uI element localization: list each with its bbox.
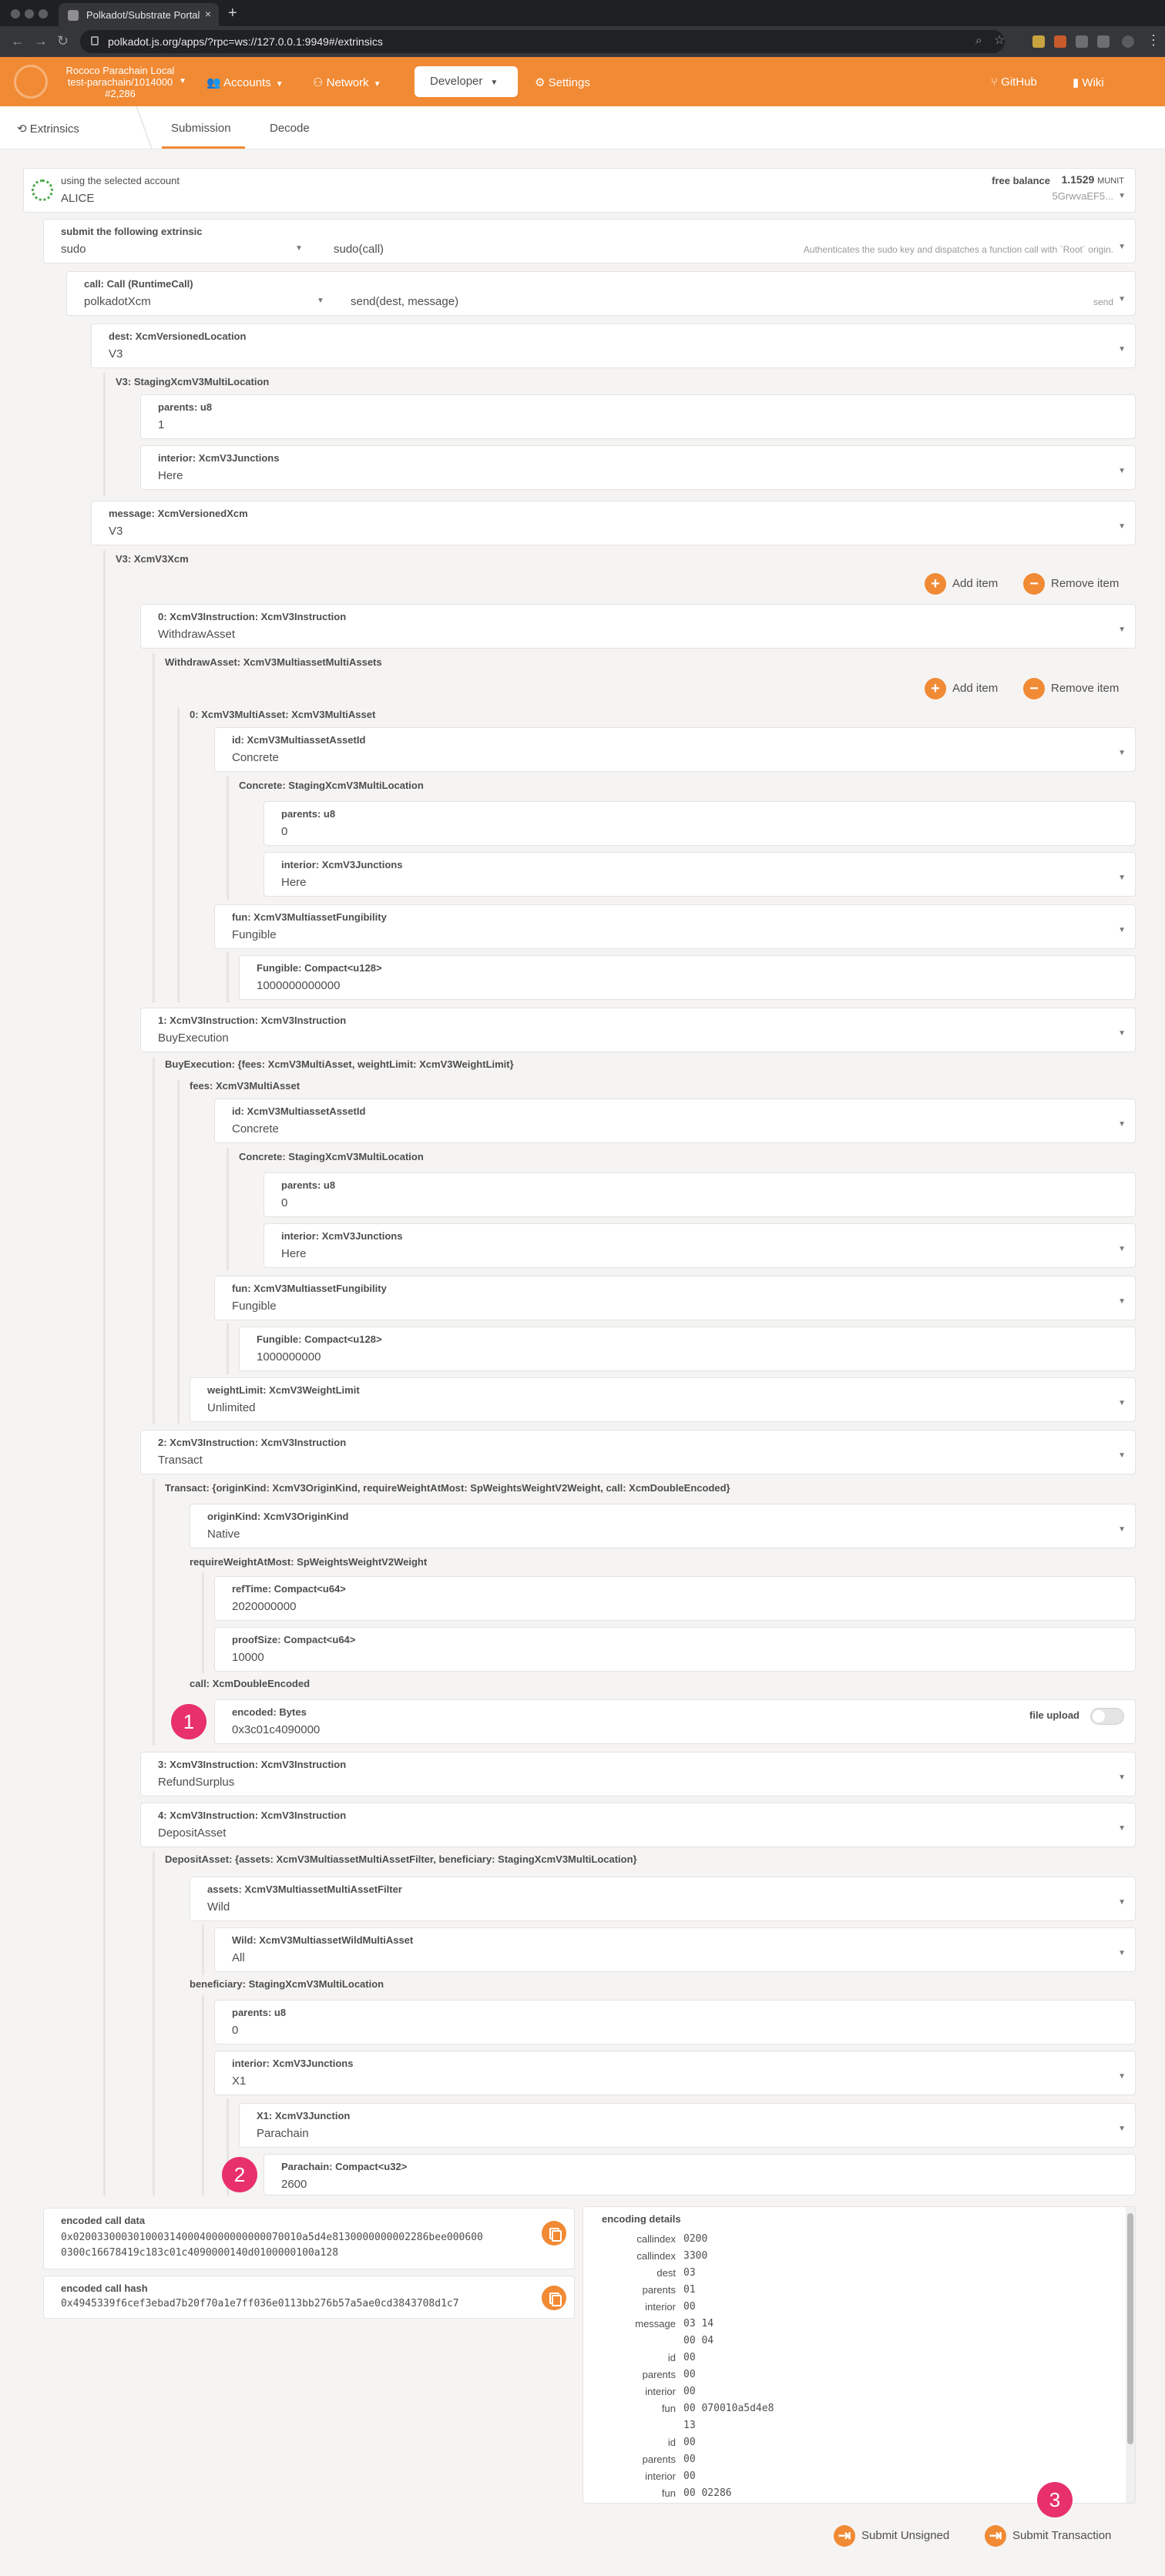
chevron-down-icon: ▼	[1118, 1297, 1126, 1306]
field-value: Fungible	[232, 1300, 277, 1313]
address-bar[interactable]	[80, 30, 1005, 53]
book-icon: ▮	[1073, 76, 1083, 89]
chevron-down-icon: ▼	[1118, 1245, 1126, 1253]
browser-toolbar	[0, 26, 1165, 57]
nesting-guide	[227, 1323, 229, 1374]
field-value: DepositAsset	[158, 1826, 227, 1840]
detail-value: 00 04	[683, 2335, 714, 2346]
side-panel-icon[interactable]	[1097, 35, 1110, 48]
field-label: originKind: XcmV3OriginKind	[207, 1511, 349, 1522]
chain-subtitle: test-parachain/1014000	[67, 76, 173, 88]
github-icon: ⑂	[991, 75, 1002, 89]
block-number: #2,286	[105, 88, 136, 99]
section-label: beneficiary: StagingXcmV3MultiLocation	[190, 1978, 384, 1990]
chevron-down-icon: ▼	[179, 77, 186, 86]
section-label: call: XcmDoubleEncoded	[190, 1678, 311, 1689]
field-value: 2600	[281, 2178, 307, 2191]
field-label: interior: XcmV3Junctions	[281, 859, 403, 870]
parents-input[interactable]	[214, 2000, 1136, 2044]
proof-size-input[interactable]	[214, 1627, 1136, 1672]
encoding-details-panel	[582, 2206, 1136, 2504]
call-label: call: Call (RuntimeCall)	[84, 278, 193, 290]
fun-select[interactable]	[214, 904, 1136, 949]
dest-select[interactable]	[91, 324, 1136, 368]
message-select[interactable]	[91, 501, 1136, 545]
field-label: 2: XcmV3Instruction: XcmV3Instruction	[158, 1437, 347, 1448]
weight-limit-select[interactable]	[190, 1377, 1136, 1422]
app-header	[0, 57, 1165, 106]
forward-icon[interactable]: →	[34, 33, 48, 49]
file-upload-label: file upload	[1029, 1709, 1079, 1721]
field-label: parents: u8	[281, 808, 336, 820]
chevron-down-icon: ▼	[275, 80, 284, 89]
instruction-4-select[interactable]	[140, 1803, 1136, 1847]
field-label: Fungible: Compact<u128>	[257, 962, 382, 974]
submit-unsigned-button[interactable]	[834, 2525, 949, 2547]
field-value: 0	[232, 2024, 239, 2037]
account-selector[interactable]	[23, 168, 1136, 213]
section-label: Transact: {originKind: XcmV3OriginKind, requireWeightAtMost: SpWeightsWeightV2Weight, call: XcmDoubleEncoded}	[165, 1482, 730, 1494]
field-label: X1: XcmV3Junction	[257, 2110, 351, 2122]
call-data-line-2: 0300c16678419c183c01c4090000140d0100000100a128	[61, 2247, 339, 2259]
chevron-down-icon: ▼	[317, 297, 324, 305]
divider	[114, 106, 153, 149]
section-label: DepositAsset: {assets: XcmV3MultiassetMultiAssetFilter, beneficiary: StagingXcmV3MultiLocation}	[165, 1853, 637, 1865]
add-item-button[interactable]	[925, 678, 998, 699]
nesting-guide	[153, 1852, 155, 2195]
detail-key: parents	[642, 2454, 676, 2465]
sub-navigation	[0, 106, 1165, 149]
parachain-id-input[interactable]	[264, 2154, 1136, 2195]
detail-key: interior	[645, 2301, 676, 2313]
call-method-doc: send	[1093, 297, 1113, 307]
chevron-down-icon: ▼	[373, 80, 381, 89]
file-upload-toggle[interactable]	[1090, 1708, 1124, 1725]
chevron-down-icon: ▼	[1118, 192, 1126, 200]
field-value: Here	[281, 1247, 307, 1260]
active-tab-indicator	[162, 146, 245, 149]
detail-key: id	[667, 2352, 676, 2363]
copy-icon[interactable]	[542, 2286, 566, 2310]
detail-value: 00	[683, 2470, 696, 2482]
extension-icon[interactable]	[1054, 35, 1066, 48]
detail-key: fun	[661, 2487, 676, 2499]
field-value: V3	[109, 347, 123, 361]
profile-avatar-icon[interactable]	[1122, 35, 1134, 48]
field-value: Concrete	[232, 751, 279, 764]
window-close-control[interactable]	[11, 9, 20, 18]
chevron-down-icon: ▼	[1118, 1120, 1126, 1129]
field-value: Parachain	[257, 2127, 309, 2140]
detail-value: 00 02286	[683, 2487, 732, 2499]
field-value: 1	[158, 418, 165, 431]
nesting-guide	[227, 776, 229, 900]
fungible-amount-input[interactable]	[239, 955, 1136, 1000]
nav-accounts[interactable]	[206, 75, 284, 89]
field-value: Unlimited	[207, 1401, 256, 1414]
instruction-0-select[interactable]	[140, 604, 1136, 649]
nesting-guide	[202, 1995, 204, 2195]
chevron-down-icon: ▼	[1118, 2072, 1126, 2081]
chain-name: Rococo Parachain Local	[65, 65, 175, 76]
parents-input[interactable]	[264, 801, 1136, 846]
nesting-guide	[202, 1924, 204, 1975]
field-label: parents: u8	[158, 401, 213, 413]
chevron-down-icon: ▼	[1118, 749, 1126, 757]
detail-value: 00	[683, 2369, 696, 2380]
button-label: Add item	[952, 576, 999, 590]
chevron-down-icon: ▼	[295, 244, 303, 253]
field-label: Parachain: Compact<u32>	[281, 2161, 408, 2172]
tab-submission[interactable]: Submission	[171, 122, 231, 135]
call-hash-value: 0x4945339f6cef3ebad7b20f70a1e7ff036e0113bb276b57a5ae0cd3843708d1c7	[61, 2298, 459, 2309]
field-value: 0x3c01c4090000	[232, 1723, 321, 1736]
chevron-down-icon: ▼	[1118, 1399, 1126, 1407]
detail-value: 00	[683, 2386, 696, 2397]
zoom-icon[interactable]: ⌕	[975, 34, 982, 47]
balance-amount: 1.1529	[1061, 173, 1095, 186]
call-pallet-select[interactable]: polkadotXcm	[84, 295, 151, 308]
junction-select[interactable]	[239, 2103, 1136, 2148]
bookmark-star-icon[interactable]: ☆	[994, 34, 1006, 47]
nesting-guide	[103, 550, 106, 2195]
minus-icon: −	[1023, 678, 1045, 699]
pallet-select[interactable]: sudo	[61, 243, 86, 256]
section-label: requireWeightAtMost: SpWeightsWeightV2Weight	[190, 1556, 428, 1568]
origin-kind-select[interactable]	[190, 1504, 1136, 1548]
field-value: 1000000000000	[257, 979, 341, 992]
section-label: V3: XcmV3Xcm	[116, 553, 189, 565]
field-label: refTime: Compact<u64>	[232, 1583, 346, 1595]
section-label: BuyExecution: {fees: XcmV3MultiAsset, weightLimit: XcmV3WeightLimit}	[165, 1058, 514, 1070]
assets-filter-select[interactable]	[190, 1877, 1136, 1921]
fungible-amount-input[interactable]	[239, 1327, 1136, 1371]
chevron-down-icon: ▼	[1118, 243, 1126, 251]
field-label: fun: XcmV3MultiassetFungibility	[232, 1283, 387, 1294]
field-label: parents: u8	[232, 2007, 287, 2018]
field-value: All	[232, 1951, 245, 1964]
tab-decode[interactable]: Decode	[270, 122, 310, 135]
button-label: Add item	[952, 681, 999, 695]
plus-icon: +	[925, 678, 946, 699]
field-value: Here	[281, 876, 307, 889]
field-value: Native	[207, 1528, 240, 1541]
nav-github-label: GitHub	[1001, 75, 1037, 89]
field-label: message: XcmVersionedXcm	[109, 508, 248, 519]
detail-value: 3300	[683, 2250, 708, 2262]
detail-key: id	[667, 2437, 676, 2448]
field-value: BuyExecution	[158, 1031, 229, 1045]
field-label: encoded: Bytes	[232, 1706, 307, 1718]
sign-in-icon: ⇥	[834, 2525, 855, 2547]
nesting-guide	[227, 1148, 229, 1271]
nesting-guide	[153, 1479, 155, 1746]
section-label: Concrete: StagingXcmV3MultiLocation	[239, 1151, 424, 1162]
call-selector	[66, 271, 1136, 316]
field-label: dest: XcmVersionedLocation	[109, 330, 247, 342]
detail-key: parents	[642, 2369, 676, 2380]
field-value: Here	[158, 469, 183, 482]
field-label: encoded call hash	[61, 2283, 148, 2294]
sign-in-icon: ⇥	[985, 2525, 1006, 2547]
section-label: Concrete: StagingXcmV3MultiLocation	[239, 780, 424, 791]
back-icon[interactable]: ←	[11, 33, 25, 49]
tab-title: Polkadot/Substrate Portal	[86, 9, 200, 21]
field-label: 1: XcmV3Instruction: XcmV3Instruction	[158, 1015, 347, 1026]
field-label: fun: XcmV3MultiassetFungibility	[232, 911, 387, 923]
section-label: 0: XcmV3MultiAsset: XcmV3MultiAsset	[190, 709, 376, 720]
nav-settings[interactable]	[535, 75, 590, 89]
chevron-down-icon: ▼	[1118, 1525, 1126, 1534]
chevron-down-icon: ▼	[1118, 626, 1126, 634]
network-icon: ⚇	[313, 76, 327, 89]
extrinsics-section	[17, 122, 79, 136]
ref-time-input[interactable]	[214, 1576, 1136, 1621]
nav-wiki-label: Wiki	[1082, 76, 1104, 89]
detail-key: interior	[645, 2470, 676, 2482]
nav-network-label: Network	[326, 76, 369, 89]
chevron-down-icon: ▼	[490, 79, 499, 87]
step-marker-2: 2	[222, 2157, 257, 2192]
call-method-select[interactable]: send(dest, message)	[351, 295, 459, 308]
field-label: id: XcmV3MultiassetAssetId	[232, 1105, 366, 1117]
method-doc: Authenticates the sudo key and dispatches a function call with `Root` origin.	[803, 244, 1113, 255]
chevron-down-icon: ▼	[1118, 522, 1126, 531]
detail-key: callindex	[636, 2250, 676, 2262]
window-zoom-control[interactable]	[39, 9, 48, 18]
settings-icon: ⚙	[535, 76, 549, 89]
chevron-down-icon: ▼	[1118, 295, 1126, 304]
button-label: Submit Transaction	[1012, 2528, 1112, 2542]
chevron-down-icon: ▼	[1118, 467, 1126, 475]
scroll-thumb[interactable]	[1127, 2213, 1133, 2444]
encoded-call-hash	[43, 2276, 575, 2319]
field-label: interior: XcmV3Junctions	[232, 2058, 354, 2069]
chain-logo-icon[interactable]	[14, 65, 48, 99]
button-label: Remove item	[1051, 681, 1120, 695]
detail-value: 03	[683, 2267, 696, 2279]
field-value: Concrete	[232, 1122, 279, 1135]
field-label: interior: XcmV3Junctions	[281, 1230, 403, 1242]
nesting-guide	[202, 1571, 204, 1673]
browser-tab[interactable]	[59, 3, 219, 26]
field-value: 0	[281, 1196, 288, 1209]
detail-value: 00 070010a5d4e8	[683, 2403, 774, 2414]
field-value: Transact	[158, 1454, 203, 1467]
parents-input[interactable]	[264, 1172, 1136, 1217]
balance-unit: MUNIT	[1097, 176, 1124, 186]
chevron-down-icon: ▼	[1118, 874, 1126, 882]
plus-icon: +	[925, 573, 946, 595]
fun-select[interactable]	[214, 1276, 1136, 1320]
extension-icon[interactable]	[1076, 35, 1088, 48]
extension-icon[interactable]	[1032, 35, 1045, 48]
nav-github[interactable]	[991, 75, 1037, 89]
reload-icon[interactable]: ↻	[57, 33, 69, 49]
panel-title: encoding details	[602, 2213, 681, 2225]
field-label: weightLimit: XcmV3WeightLimit	[207, 1384, 360, 1396]
nesting-guide	[177, 1080, 180, 1424]
method-select[interactable]: sudo(call)	[334, 243, 384, 256]
field-value: 2020000000	[232, 1600, 297, 1613]
field-label: 0: XcmV3Instruction: XcmV3Instruction	[158, 611, 347, 622]
asset-id-select[interactable]	[214, 1098, 1136, 1143]
nav-developer[interactable]	[415, 66, 518, 97]
asset-id-select[interactable]	[214, 727, 1136, 772]
step-marker-1: 1	[171, 1704, 206, 1739]
detail-value: 00	[683, 2454, 696, 2465]
minus-icon: −	[1023, 573, 1045, 595]
interior-select[interactable]	[214, 2051, 1136, 2095]
instruction-3-select[interactable]	[140, 1752, 1136, 1796]
chevron-down-icon: ▼	[1118, 1451, 1126, 1460]
detail-value: 00	[683, 2301, 696, 2313]
detail-key: dest	[656, 2267, 676, 2279]
dest-interior-select[interactable]	[140, 445, 1136, 490]
account-name: ALICE	[61, 192, 95, 205]
nesting-guide	[177, 707, 180, 1003]
section-title: Extrinsics	[29, 122, 79, 136]
copy-icon[interactable]	[542, 2221, 566, 2246]
account-label: using the selected account	[61, 175, 180, 186]
instruction-1-select[interactable]	[140, 1008, 1136, 1052]
accounts-icon: 👥	[206, 76, 224, 89]
tab-favicon-icon	[68, 10, 79, 21]
instruction-2-select[interactable]	[140, 1430, 1136, 1474]
call-data-line-1: 0x02003300030100031400040000000000070010a5d4e8130000000002286bee000600	[61, 2232, 483, 2243]
encoded-call-data	[43, 2208, 575, 2269]
detail-key: parents	[642, 2284, 676, 2296]
field-label: Fungible: Compact<u128>	[257, 1333, 382, 1345]
field-value: 0	[281, 825, 288, 838]
account-address: 5GrwvaEF5...	[1052, 190, 1113, 202]
chevron-down-icon: ▼	[1118, 926, 1126, 934]
add-item-button[interactable]	[925, 573, 998, 595]
nav-accounts-label: Accounts	[223, 76, 271, 89]
chevron-down-icon: ▼	[1118, 2125, 1126, 2133]
button-label: Submit Unsigned	[861, 2528, 950, 2542]
window-minimize-control[interactable]	[25, 9, 34, 18]
identicon-icon	[32, 179, 53, 201]
browser-tab-strip	[0, 0, 1165, 26]
field-label: parents: u8	[281, 1179, 336, 1191]
extrinsics-icon: ⟲	[17, 122, 30, 136]
section-label: V3: StagingXcmV3MultiLocation	[116, 376, 270, 387]
tab-close-icon[interactable]: ×	[204, 8, 211, 20]
field-value: 10000	[232, 1651, 264, 1664]
extrinsic-selector	[43, 219, 1136, 263]
chevron-down-icon: ▼	[1118, 345, 1126, 354]
nesting-guide	[103, 373, 106, 496]
detail-key: fun	[661, 2403, 676, 2414]
field-label: 3: XcmV3Instruction: XcmV3Instruction	[158, 1759, 347, 1770]
encoded-bytes-input[interactable]	[214, 1699, 1136, 1744]
field-label: Wild: XcmV3MultiassetWildMultiAsset	[232, 1934, 414, 1946]
field-value: RefundSurplus	[158, 1776, 235, 1789]
detail-value: 0200	[683, 2233, 708, 2245]
field-value: Wild	[207, 1900, 230, 1914]
field-label: id: XcmV3MultiassetAssetId	[232, 734, 366, 746]
nesting-guide	[153, 1057, 155, 1424]
detail-value: 00	[683, 2437, 696, 2448]
chevron-down-icon: ▼	[1118, 1949, 1126, 1957]
submit-transaction-button[interactable]	[985, 2525, 1111, 2547]
balance-value	[1061, 173, 1124, 186]
extrinsic-label: submit the following extrinsic	[61, 226, 203, 237]
button-label: Remove item	[1051, 576, 1120, 590]
nav-wiki[interactable]	[1073, 75, 1104, 89]
nav-settings-label: Settings	[548, 76, 590, 89]
detail-key: message	[635, 2318, 676, 2329]
site-info-icon[interactable]	[91, 36, 99, 45]
detail-value: 03 14	[683, 2318, 714, 2329]
field-label: 4: XcmV3Instruction: XcmV3Instruction	[158, 1810, 347, 1821]
wild-select[interactable]	[214, 1927, 1136, 1972]
chevron-down-icon: ▼	[1118, 1029, 1126, 1038]
chevron-down-icon: ▼	[1118, 1773, 1126, 1782]
field-value: X1	[232, 2075, 247, 2088]
remove-item-button[interactable]	[1023, 573, 1119, 595]
interior-select[interactable]	[264, 852, 1136, 897]
field-label: assets: XcmV3MultiassetMultiAssetFilter	[207, 1883, 402, 1895]
details-scrollbar[interactable]	[1126, 2207, 1135, 2503]
chain-selector[interactable]	[54, 65, 186, 99]
field-value: Fungible	[232, 928, 277, 941]
field-label: encoded call data	[61, 2215, 146, 2226]
step-marker-3: 3	[1037, 2482, 1073, 2517]
remove-item-button[interactable]	[1023, 678, 1119, 699]
nav-developer-label: Developer	[430, 75, 483, 88]
url-text: polkadot.js.org/apps/?rpc=ws://127.0.0.1:9949#/extrinsics	[108, 35, 383, 48]
chevron-down-icon: ▼	[1118, 1824, 1126, 1833]
nesting-guide	[227, 952, 229, 1003]
browser-menu-icon[interactable]: ⋮	[1147, 32, 1160, 48]
field-label: proofSize: Compact<u64>	[232, 1634, 356, 1645]
detail-value: 01	[683, 2284, 696, 2296]
section-label: fees: XcmV3MultiAsset	[190, 1080, 300, 1092]
interior-select[interactable]	[264, 1223, 1136, 1268]
field-value: WithdrawAsset	[158, 628, 236, 641]
detail-value: 13	[683, 2420, 696, 2431]
chevron-down-icon: ▼	[1118, 1898, 1126, 1907]
detail-key: callindex	[636, 2233, 676, 2245]
dest-parents-input[interactable]	[140, 394, 1136, 439]
nesting-guide	[153, 653, 155, 1003]
detail-key: interior	[645, 2386, 676, 2397]
new-tab-icon[interactable]: +	[228, 5, 237, 22]
field-label: interior: XcmV3Junctions	[158, 452, 280, 464]
field-value: V3	[109, 525, 123, 538]
nav-network[interactable]	[313, 75, 381, 89]
section-label: WithdrawAsset: XcmV3MultiassetMultiAssets	[165, 656, 382, 668]
balance-label: free balance	[992, 175, 1050, 186]
detail-value: 00	[683, 2352, 696, 2363]
field-value: 1000000000	[257, 1350, 321, 1363]
